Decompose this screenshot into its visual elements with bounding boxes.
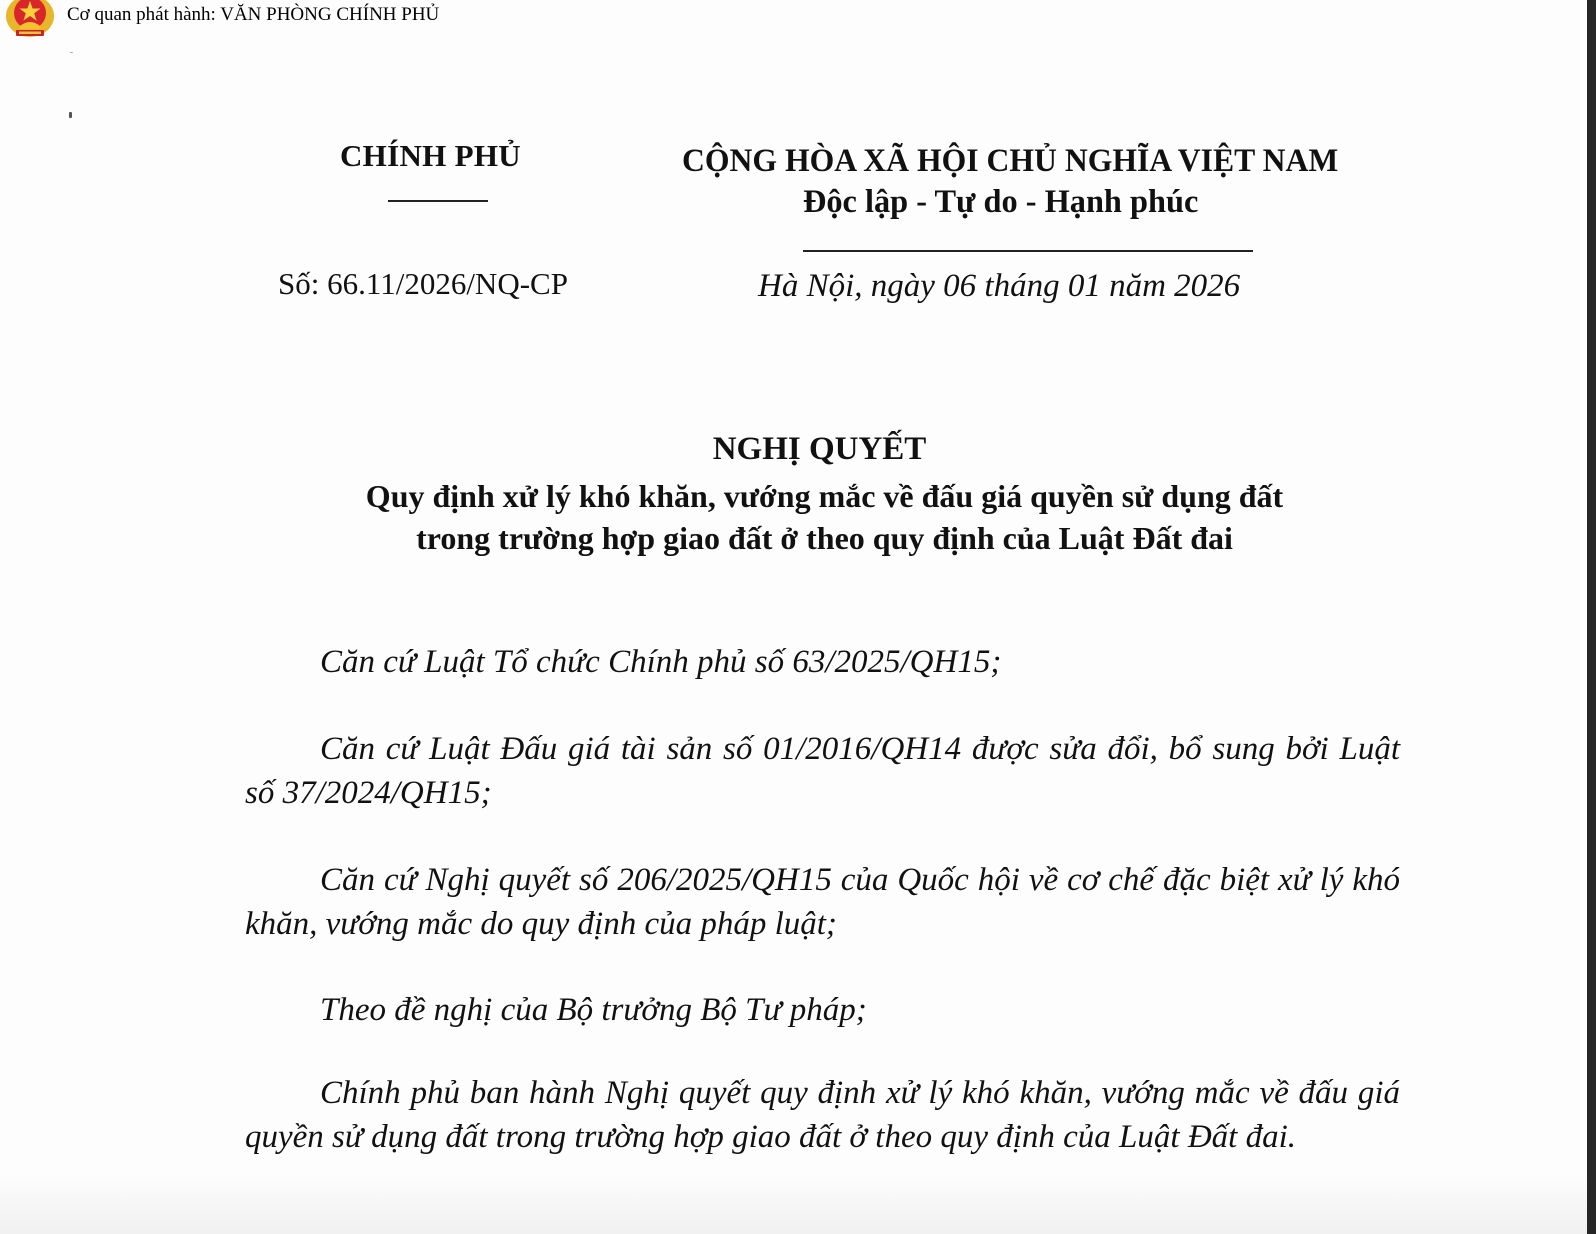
vietnam-national-emblem-icon <box>4 0 56 40</box>
place-and-date: Hà Nội, ngày 06 tháng 01 năm 2026 <box>758 268 1241 304</box>
viewer-edge-scrollbar[interactable] <box>1587 0 1596 1234</box>
issuing-organization: CHÍNH PHỦ <box>340 138 521 173</box>
preamble-paragraph: Theo đề nghị của Bộ trưởng Bộ Tư pháp; <box>320 992 867 1028</box>
preamble-paragraph: Căn cứ Nghị quyết số 206/2025/QH15 của Quốc hội về cơ chế đặc biệt xử lý khó khăn, vướng mắc do quy định của pháp luật; <box>245 862 1400 942</box>
subject-line-2: trong trường hợp giao đất ở theo quy định của Luật Đất đai <box>416 520 1233 556</box>
enactment-paragraph: Chính phủ ban hành Nghị quyết quy định xử lý khó khăn, vướng mắc về đấu giá quyền sử dụng đất trong trường hợp giao đất ở theo quy định của Luật Đất đai. <box>245 1075 1400 1155</box>
preamble-paragraph: Căn cứ Luật Đấu giá tài sản số 01/2016/QH14 được sửa đổi, bổ sung bởi Luật số 37/2024/QH15; <box>245 731 1400 811</box>
document-type-heading: NGHỊ QUYẾT <box>712 431 927 467</box>
document-number: Số: 66.11/2026/NQ-CP <box>278 266 568 301</box>
motto-underline <box>803 250 1253 252</box>
document-subject <box>0 475 1587 559</box>
page-bottom-shadow <box>0 1174 1587 1234</box>
scan-artifact <box>70 52 73 53</box>
national-motto: Độc lập - Tự do - Hạnh phúc <box>803 184 1199 220</box>
preamble-paragraph: Căn cứ Luật Tổ chức Chính phủ số 63/2025/QH15; <box>320 644 1002 680</box>
scan-artifact <box>69 112 72 118</box>
subject-line-1: Quy định xử lý khó khăn, vướng mắc về đấu giá quyền sử dụng đất <box>365 478 1284 514</box>
national-title: CỘNG HÒA XÃ HỘI CHỦ NGHĨA VIỆT NAM <box>682 143 1339 179</box>
organization-underline <box>388 200 488 202</box>
issuer-label: Cơ quan phát hành: VĂN PHÒNG CHÍNH PHỦ <box>67 4 440 25</box>
